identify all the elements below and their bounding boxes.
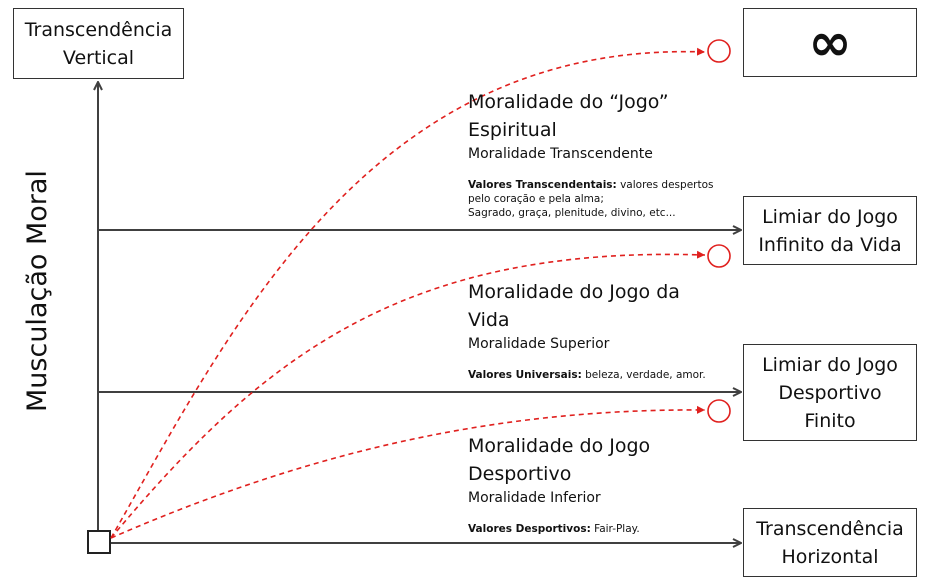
- level-subtitle: Moralidade Superior: [468, 336, 610, 352]
- values-text: beleza, verdade, amor.: [581, 369, 706, 381]
- finite-game-threshold-box: Limiar do Jogo Desportivo Finito: [743, 344, 917, 441]
- infinity-symbol: ∞: [808, 12, 852, 73]
- values-text: valores despertos pelo coração e pela alma; Sagrado, graça, plenitude, divino, etc...: [468, 179, 714, 219]
- infinite-game-threshold-box: Limiar do Jogo Infinito da Vida: [743, 196, 917, 265]
- infinity-box: [743, 8, 917, 77]
- level-title: Moralidade do Jogo Desportivo: [468, 435, 651, 485]
- values-text: Fair-Play.: [590, 523, 640, 535]
- vertical-transcendence-box: Transcendência Vertical: [13, 8, 184, 79]
- level-sport: [468, 432, 650, 536]
- level-title: Moralidade do Jogo da Vida: [468, 281, 680, 331]
- level-values: [468, 178, 713, 220]
- level-title: Moralidade do “Jogo” Espiritual: [468, 91, 669, 141]
- moral-musculation-label: Musculação Moral: [22, 170, 53, 412]
- level-values: [468, 368, 706, 382]
- values-label: Valores Desportivos:: [468, 523, 591, 535]
- level-subtitle: Moralidade Inferior: [468, 490, 601, 506]
- target-circle-life: [708, 245, 730, 267]
- origin-square: [88, 531, 110, 553]
- level-life: [468, 278, 706, 382]
- target-circle-sport: [708, 400, 730, 422]
- values-label: Valores Transcendentais:: [468, 179, 617, 191]
- level-spiritual: [468, 88, 713, 220]
- target-circle-spiritual: [708, 40, 730, 62]
- values-label: Valores Universais:: [468, 369, 582, 381]
- level-values: [468, 522, 650, 536]
- level-subtitle: Moralidade Transcendente: [468, 146, 653, 162]
- horizontal-transcendence-box: Transcendência Horizontal: [743, 508, 917, 577]
